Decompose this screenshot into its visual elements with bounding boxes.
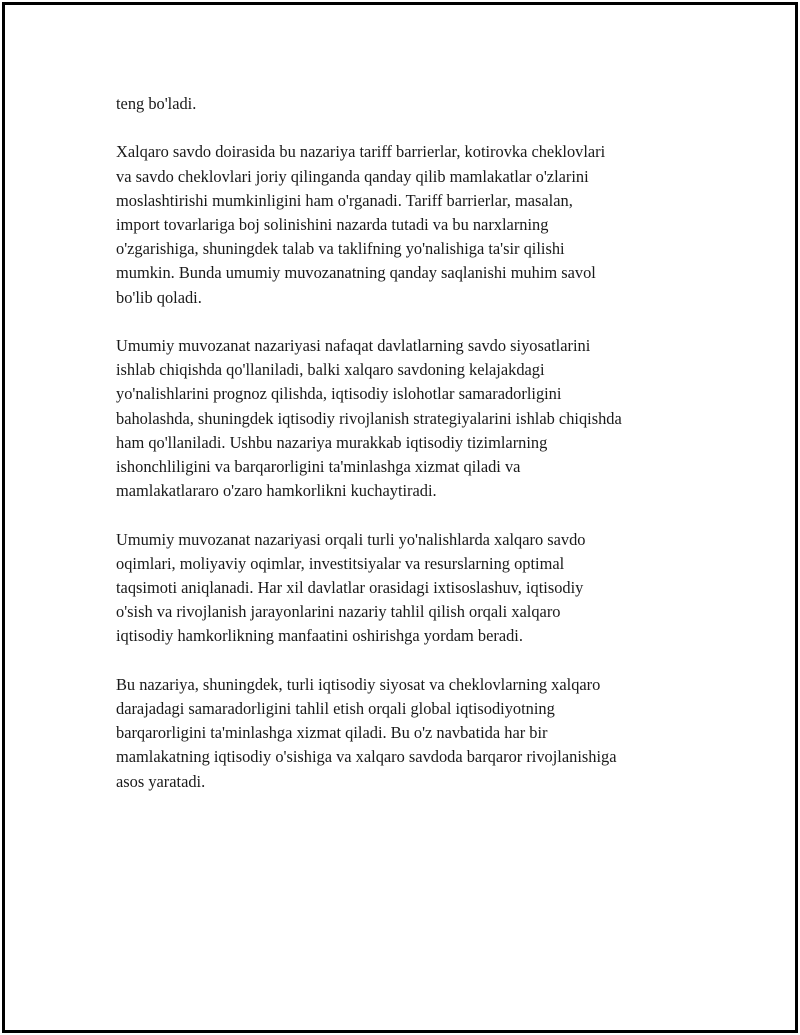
- paragraph: [116, 92, 696, 116]
- paragraph: [116, 528, 696, 649]
- text-line: Bu nazariya, shuningdek, turli iqtisodiy siyosat va cheklovlarning xalqaro: [116, 674, 601, 694]
- text-line: mamlakatlararo o'zaro hamkorlikni kuchaytiradi.: [116, 481, 437, 501]
- text-line: iqtisodiy hamkorlikning manfaatini oshirishga yordam beradi.: [116, 626, 523, 646]
- text-line: import tovarlariga boj solinishini nazarda tutadi va bu narxlarning: [116, 215, 549, 234]
- text-line: o'zgarishiga, shuningdek talab va taklifning yo'nalishiga ta'sir qilishi: [116, 239, 565, 259]
- text-line: mumkin. Bunda umumiy muvozanatning qanday saqlanishi muhim savol: [116, 263, 596, 283]
- text-line: bo'lib qoladi.: [116, 287, 202, 307]
- text-line: taqsimoti aniqlanadi. Har xil davlatlar orasidagi ixtisoslashuv, iqtisodiy: [116, 578, 584, 598]
- text-line: ishlab chiqishda qo'llaniladi, balki xalqaro savdoning kelajakdagi: [116, 360, 545, 380]
- text-line: ishonchliligini va barqarorligini ta'minlashga xizmat qiladi va: [116, 457, 521, 477]
- text-line: o'sish va rivojlanish jarayonlarini nazariy tahlil qilish orqali xalqaro: [116, 602, 561, 622]
- text-line: darajadagi samaradorligini tahlil etish orqali global iqtisodiyotning: [116, 699, 555, 719]
- text-line: Umumiy muvozanat nazariyasi nafaqat davlatlarning savdo siyosatlarini: [116, 336, 591, 355]
- text-line: moslashtirishi mumkinligini ham o'rganadi. Tariff barrierlar, masalan,: [116, 190, 573, 210]
- text-line: teng bo'ladi.: [116, 94, 197, 113]
- document-body: [116, 92, 696, 818]
- text-line: baholashda, shuningdek iqtisodiy rivojlanish strategiyalarini ishlab chiqishda: [116, 408, 622, 428]
- text-line: yo'nalishlarini prognoz qilishda, iqtisodiy islohotlar samaradorligini: [116, 384, 562, 404]
- text-line: oqimlari, moliyaviy oqimlar, investitsiyalar va resurslarning optimal: [116, 553, 565, 573]
- text-line: Xalqaro savdo doirasida bu nazariya tariff barrierlar, kotirovka cheklovlari: [116, 142, 606, 162]
- text-line: ham qo'llaniladi. Ushbu nazariya murakkab iqtisodiy tizimlarning: [116, 432, 548, 452]
- text-line: mamlakatning iqtisodiy o'sishiga va xalqaro savdoda barqaror rivojlanishiga: [116, 747, 617, 767]
- text-line: asos yaratadi.: [116, 771, 206, 791]
- paragraph: [116, 140, 696, 309]
- paragraph: [116, 673, 696, 794]
- paragraph: [116, 334, 696, 503]
- text-line: Umumiy muvozanat nazariyasi orqali turli yo'nalishlarda xalqaro savdo: [116, 529, 586, 549]
- text-line: va savdo cheklovlari joriy qilinganda qanday qilib mamlakatlar o'zlarini: [116, 166, 589, 186]
- text-line: barqarorligini ta'minlashga xizmat qiladi. Bu o'z navbatida har bir: [116, 723, 548, 743]
